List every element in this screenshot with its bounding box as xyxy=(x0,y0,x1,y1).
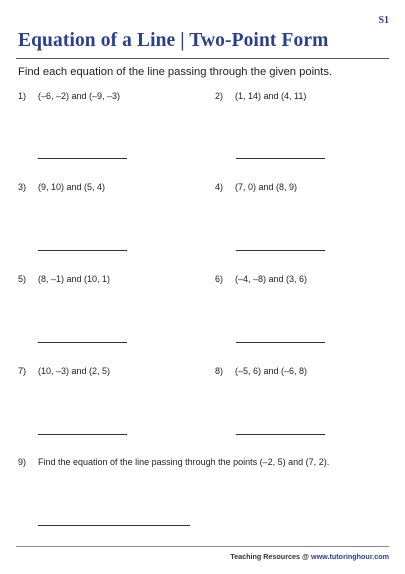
page-title: Equation of a Line | Two-Point Form xyxy=(18,30,329,51)
problem-text: Find the equation of the line passing through the points (–2, 5) and (7, 2). xyxy=(38,457,330,467)
footer-label: Teaching Resources @ xyxy=(230,552,311,561)
problem-number: 8) xyxy=(215,366,224,376)
problem-text: (–5, 6) and (–6, 8) xyxy=(235,366,308,376)
problem-number: 2) xyxy=(215,91,224,101)
answer-line-2[interactable] xyxy=(236,158,325,159)
problem-3 xyxy=(18,182,105,192)
answer-line-7[interactable] xyxy=(38,434,127,435)
footer xyxy=(230,552,389,561)
answer-line-1[interactable] xyxy=(38,158,127,159)
answer-line-5[interactable] xyxy=(38,342,127,343)
instructions: Find each equation of the line passing through the given points. xyxy=(18,66,333,78)
problem-text: (8, –1) and (10, 1) xyxy=(38,274,111,284)
problem-text: (–6, –2) and (–9, –3) xyxy=(38,91,121,101)
problem-number: 4) xyxy=(215,182,224,192)
problem-8 xyxy=(215,366,307,376)
problem-number: 9) xyxy=(18,457,27,467)
problem-text: (9, 10) and (5, 4) xyxy=(38,182,106,192)
title-divider xyxy=(16,58,389,59)
problem-5 xyxy=(18,274,110,284)
problem-number: 7) xyxy=(18,366,27,376)
problem-text: (7, 0) and (8, 9) xyxy=(235,182,298,192)
footer-divider xyxy=(16,546,389,547)
problem-4 xyxy=(215,182,297,192)
problem-number: 6) xyxy=(215,274,224,284)
problem-number: 1) xyxy=(18,91,27,101)
problem-text: (–4, –8) and (3, 6) xyxy=(235,274,308,284)
answer-line-9[interactable] xyxy=(38,525,190,526)
answer-line-3[interactable] xyxy=(38,250,127,251)
footer-site-link[interactable]: www.tutoringhour.com xyxy=(311,552,389,561)
problem-9 xyxy=(18,457,329,467)
answer-line-6[interactable] xyxy=(236,342,325,343)
problem-1 xyxy=(18,91,120,101)
problem-2 xyxy=(215,91,306,101)
problem-6 xyxy=(215,274,307,284)
problem-number: 3) xyxy=(18,182,27,192)
set-code: S1 xyxy=(378,15,389,26)
problem-7 xyxy=(18,366,110,376)
answer-line-4[interactable] xyxy=(236,250,325,251)
problem-text: (1, 14) and (4, 11) xyxy=(235,91,307,101)
problem-number: 5) xyxy=(18,274,27,284)
answer-line-8[interactable] xyxy=(236,434,325,435)
problem-text: (10, –3) and (2, 5) xyxy=(38,366,111,376)
